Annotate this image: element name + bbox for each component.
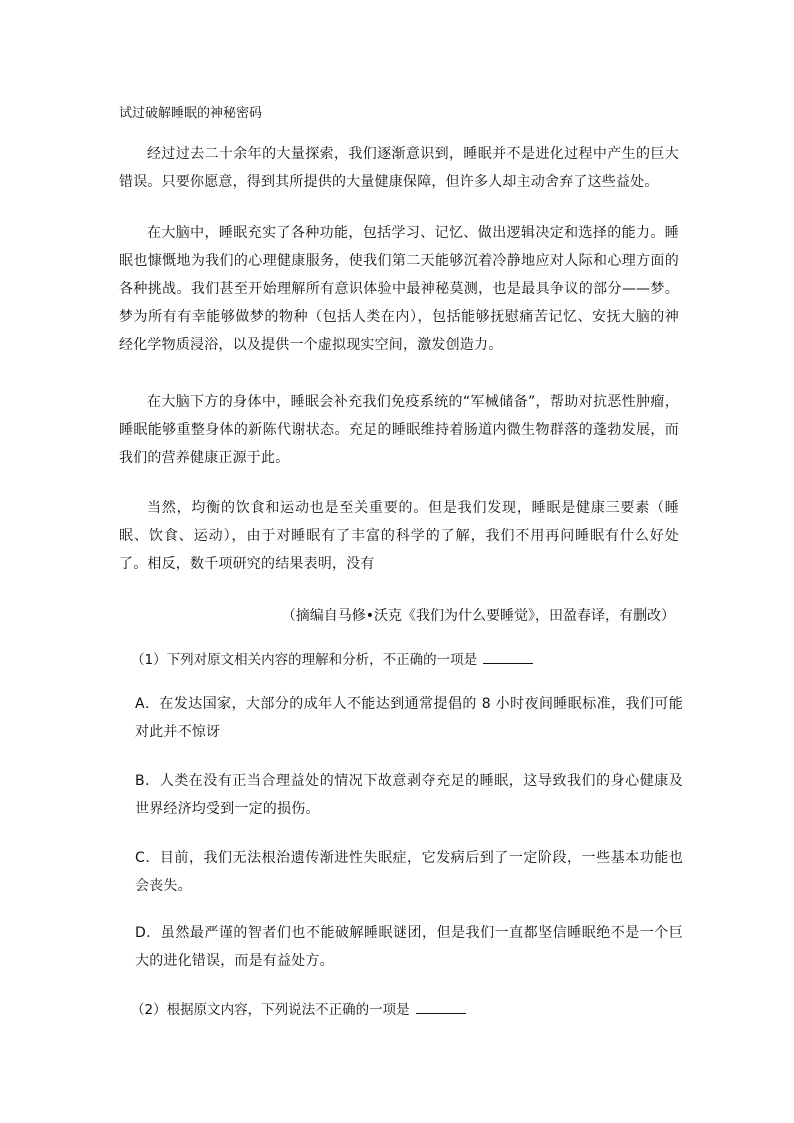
question-1-stem: [131, 646, 533, 674]
article-paragraph-4: 当然，均衡的饮食和运动也是至关重要的。但是我们发现，睡眠是健康三要素（睡眠、饮食、运动），由于对睡眠有了丰富的科学的了解，我们不用再问睡眠有什么好处了。相反，数千项研究的结果表明，没有: [119, 500, 679, 572]
answer-blank: [416, 999, 466, 1014]
answer-blank: [483, 649, 533, 664]
question-1-option-a: A．在发达国家，大部分的成年人不能达到通常提倡的 8 小时夜间睡眠标准，我们可能对此并不惊讶: [135, 696, 683, 740]
article-source-citation: （摘编自马修•沃克《我们为什么要睡觉》，田盈春译，有删改）: [281, 608, 675, 624]
question-2-text: （2）根据原文内容，下列说法不正确的一项是: [131, 1002, 410, 1018]
article-paragraph-2: 在大脑中，睡眠充实了各种功能，包括学习、记忆、做出逻辑决定和选择的能力。睡眠也慷慨地为我们的心理健康服务，使我们第二天能够沉着冷静地应对人际和心理方面的各种挑战。我们甚至开始理解所有意识体验中最神秘莫测，也是最具争议的部分——梦。梦为所有有幸能够做梦的物种（包括人类在内），包括能够抚慰痛苦记忆、安抚大脑的神经化学物质浸浴，以及提供一个虚拟现实空间，激发创造力。: [119, 225, 679, 353]
article-paragraph-3: 在大脑下方的身体中，睡眠会补充我们免疫系统的“军械储备”，帮助对抗恶性肿瘤，睡眠能够重整身体的新陈代谢状态。充足的睡眠维持着肠道内微生物群落的蓬勃发展，而我们的营养健康正源于此。: [119, 394, 679, 466]
article-paragraph-1: 经过过去二十余年的大量探索，我们逐渐意识到，睡眠并不是进化过程中产生的巨大错误。只要你愿意，得到其所提供的大量健康保障，但许多人却主动舍弃了这些益处。: [119, 146, 679, 190]
question-2-stem: [131, 996, 466, 1024]
question-1-text: （1）下列对原文相关内容的理解和分析，不正确的一项是: [131, 652, 478, 668]
article-title: 试过破解睡眠的神秘密码: [119, 106, 263, 121]
question-1-option-b: B．人类在没有正当合理益处的情况下故意剥夺充足的睡眠，这导致我们的身心健康及世界经济均受到一定的损伤。: [135, 773, 683, 817]
question-1-option-c: C．目前，我们无法根治遗传渐进性失眠症，它发病后到了一定阶段，一些基本功能也会丧失。: [135, 850, 683, 894]
question-1-option-d: D．虽然最严谨的智者们也不能破解睡眠谜团，但是我们一直都坚信睡眠绝不是一个巨大的进化错误，而是有益处方。: [135, 925, 683, 969]
